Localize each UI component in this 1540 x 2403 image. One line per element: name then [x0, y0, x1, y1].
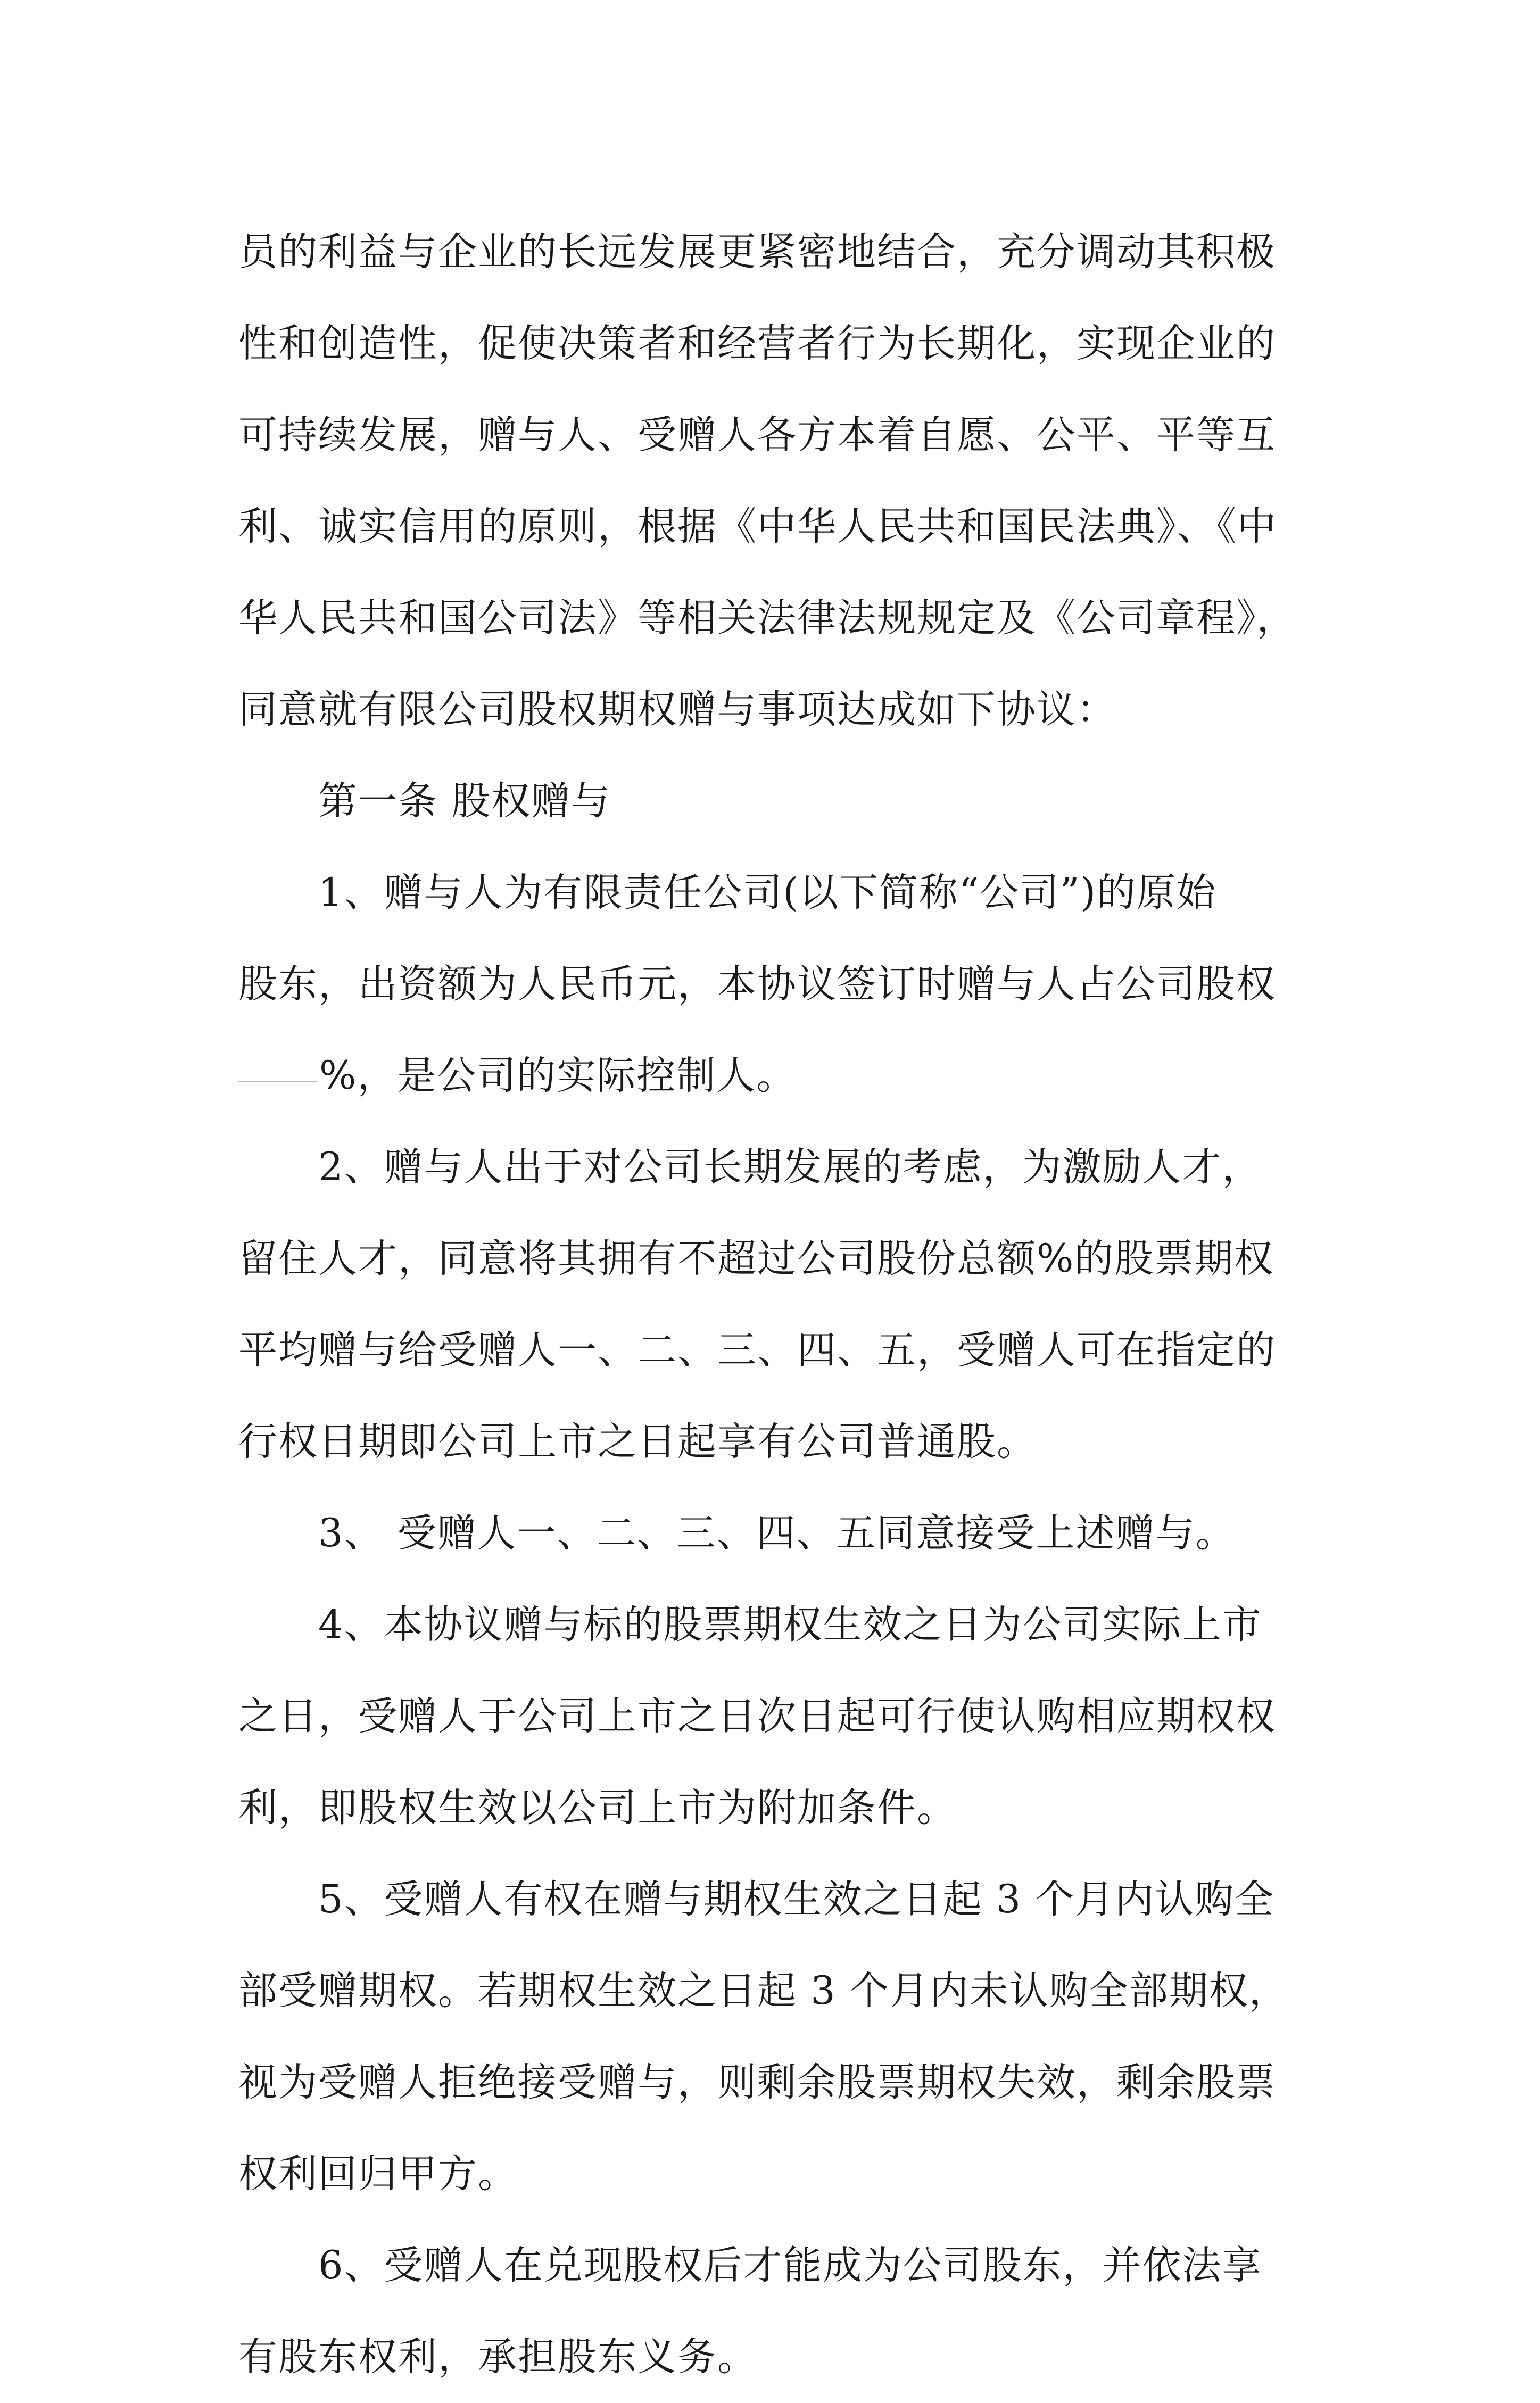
clause-1-tail: %，是公司的实际控制人。 — [319, 1053, 797, 1098]
clause-3-line: 3、 受赠人一、二、三、四、五同意接受上述赠与。 — [318, 1511, 1236, 1556]
article-1-heading: 第一条 股权赠与 — [318, 778, 611, 824]
clause-5-line: 视为受赠人拒绝接受赠与，则剩余股票期权失效，剩余股票 — [238, 2060, 1276, 2105]
document-body — [238, 206, 1308, 2403]
clause-6-line: 有股东权利，承担股东义务。 — [238, 2334, 757, 2380]
clause-1-line — [238, 1030, 1308, 1122]
clause-2-line: 2、赠与人出于对公司长期发展的考虑，为激励人才， — [318, 1145, 1262, 1190]
intro-line: 性和创造性，促使决策者和经营者行为长期化，实现企业的 — [238, 321, 1276, 366]
intro-line: 同意就有限公司股权期权赠与事项达成如下协议： — [238, 687, 1116, 732]
fill-in-blank — [238, 1075, 318, 1082]
clause-4-line: 4、本协议赠与标的股票期权生效之日为公司实际上市 — [318, 1602, 1262, 1647]
intro-line: 华人民共和国公司法》等相关法律法规规定及《公司章程》， — [238, 595, 1297, 641]
clause-5-line: 部受赠期权。若期权生效之日起 3 个月内未认购全部期权， — [238, 1968, 1289, 2013]
clause-4-line: 利，即股权生效以公司上市为附加条件。 — [238, 1785, 957, 1830]
intro-line: 员的利益与企业的长远发展更紧密地结合，充分调动其积极 — [238, 229, 1276, 275]
clause-1-line: 股东，出资额为人民币元，本协议签订时赠与人占公司股权 — [238, 962, 1276, 1007]
clause-2-line: 行权日期即公司上市之日起享有公司普通股。 — [238, 1419, 1037, 1464]
clause-2-line: 平均赠与给受赠人一、二、三、四、五，受赠人可在指定的 — [238, 1328, 1276, 1373]
clause-5-line: 5、受赠人有权在赠与期权生效之日起 3 个月内认购全 — [318, 1877, 1275, 1922]
clause-6-line: 6、受赠人在兑现股权后才能成为公司股东，并依法享 — [318, 2243, 1262, 2288]
clause-4-line: 之日，受赠人于公司上市之日次日起可行使认购相应期权权 — [238, 1694, 1276, 1739]
intro-line: 可持续发展，赠与人、受赠人各方本着自愿、公平、平等互 — [238, 412, 1276, 458]
clause-1-line: 1、赠与人为有限责任公司(以下简称“公司”)的原始 — [318, 870, 1217, 915]
clause-5-line: 权利回归甲方。 — [238, 2151, 518, 2197]
clause-2-line: 留住人才，同意将其拥有不超过公司股份总额%的股票期权 — [238, 1236, 1274, 1281]
intro-line: 利、诚实信用的原则，根据《中华人民共和国民法典》、《中 — [238, 504, 1277, 549]
